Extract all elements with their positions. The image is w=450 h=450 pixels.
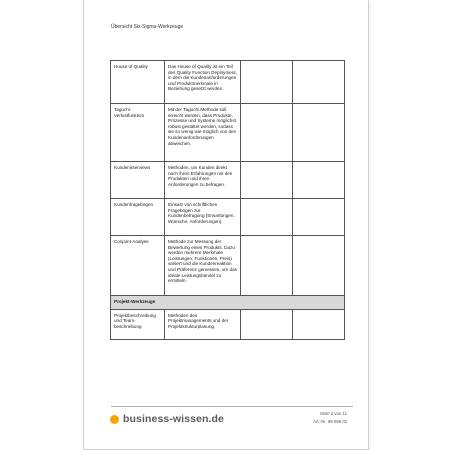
table-row <box>111 236 345 296</box>
tool-description-cell: Mit der Taguchi Methode soll erreicht werden, dass Produkte, Prozesse und Systeme möglichst robust gestaltet werden, sodass sie so wenig wie möglich von den Kundenanforderungen abweichen. <box>165 104 241 162</box>
tool-name-cell: Kundeninterviews <box>111 162 165 199</box>
section-header-row <box>111 296 345 310</box>
empty-cell <box>241 104 293 162</box>
article-number: Art.-Nr. 99.098.02 <box>313 419 347 424</box>
empty-cell <box>293 61 345 104</box>
table-row <box>111 104 345 162</box>
tool-description-cell: Methoden des Projektmanagements und der Projektstrukturplanung. <box>165 309 241 339</box>
tool-name-cell: Conjoint-Analyse <box>111 236 165 296</box>
footer-divider <box>111 406 353 407</box>
empty-cell <box>241 162 293 199</box>
table-row <box>111 162 345 199</box>
empty-cell <box>241 199 293 236</box>
footer-info <box>313 410 347 426</box>
tools-table <box>110 60 345 340</box>
empty-cell <box>293 162 345 199</box>
empty-cell <box>241 309 293 339</box>
brand-name: business-wissen.de <box>123 413 225 425</box>
empty-cell <box>293 199 345 236</box>
section-header: Projekt-Werkzeuge <box>111 296 345 310</box>
page-number: Seite 2 von 11 <box>319 411 347 416</box>
tool-description-cell: Einsatz von schriftlichen Fragebögen zur Kundenbefragung (Erwartungen, Wünsche, Anforderungen). <box>165 199 241 236</box>
empty-cell <box>241 236 293 296</box>
table-row <box>111 199 345 236</box>
tool-description-cell: Methode zur Messung der Bewertung eines Produkts. Dazu werden mehrere Merkmale (Leistungen, Funktionen, Preis) variiert und die Kundenreaktion und Präferenz gemessen, um das ideale Leistungsbündel zu ermitteln. <box>165 236 241 296</box>
empty-cell <box>293 104 345 162</box>
tool-name-cell: Taguchi-Verlustfunktion <box>111 104 165 162</box>
brand-dot-icon <box>110 415 119 424</box>
empty-cell <box>293 309 345 339</box>
table-row <box>111 61 345 104</box>
empty-cell <box>241 61 293 104</box>
tool-name-cell: Projektbeschreibung und Team-beschreibung <box>111 309 165 339</box>
tool-name-cell: House of Quality <box>111 61 165 104</box>
table-row <box>111 309 345 339</box>
brand-logo <box>110 413 224 425</box>
document-title: Übersicht Six-Sigma-Werkzeuge <box>111 24 184 30</box>
empty-cell <box>293 236 345 296</box>
tool-description-cell: Methoden, um Kunden direkt nach ihren Erfahrungen mit den Produkten und ihren Anforderungen zu befragen. <box>165 162 241 199</box>
document-page <box>83 0 369 450</box>
tool-name-cell: Kundenfragebögen <box>111 199 165 236</box>
tool-description-cell: Das House of Quality ist ein Teil des Quality Function Deployment, in dem die Kundenanforderungen und Produktmerkmale in Beziehung gesetzt werden. <box>165 61 241 104</box>
